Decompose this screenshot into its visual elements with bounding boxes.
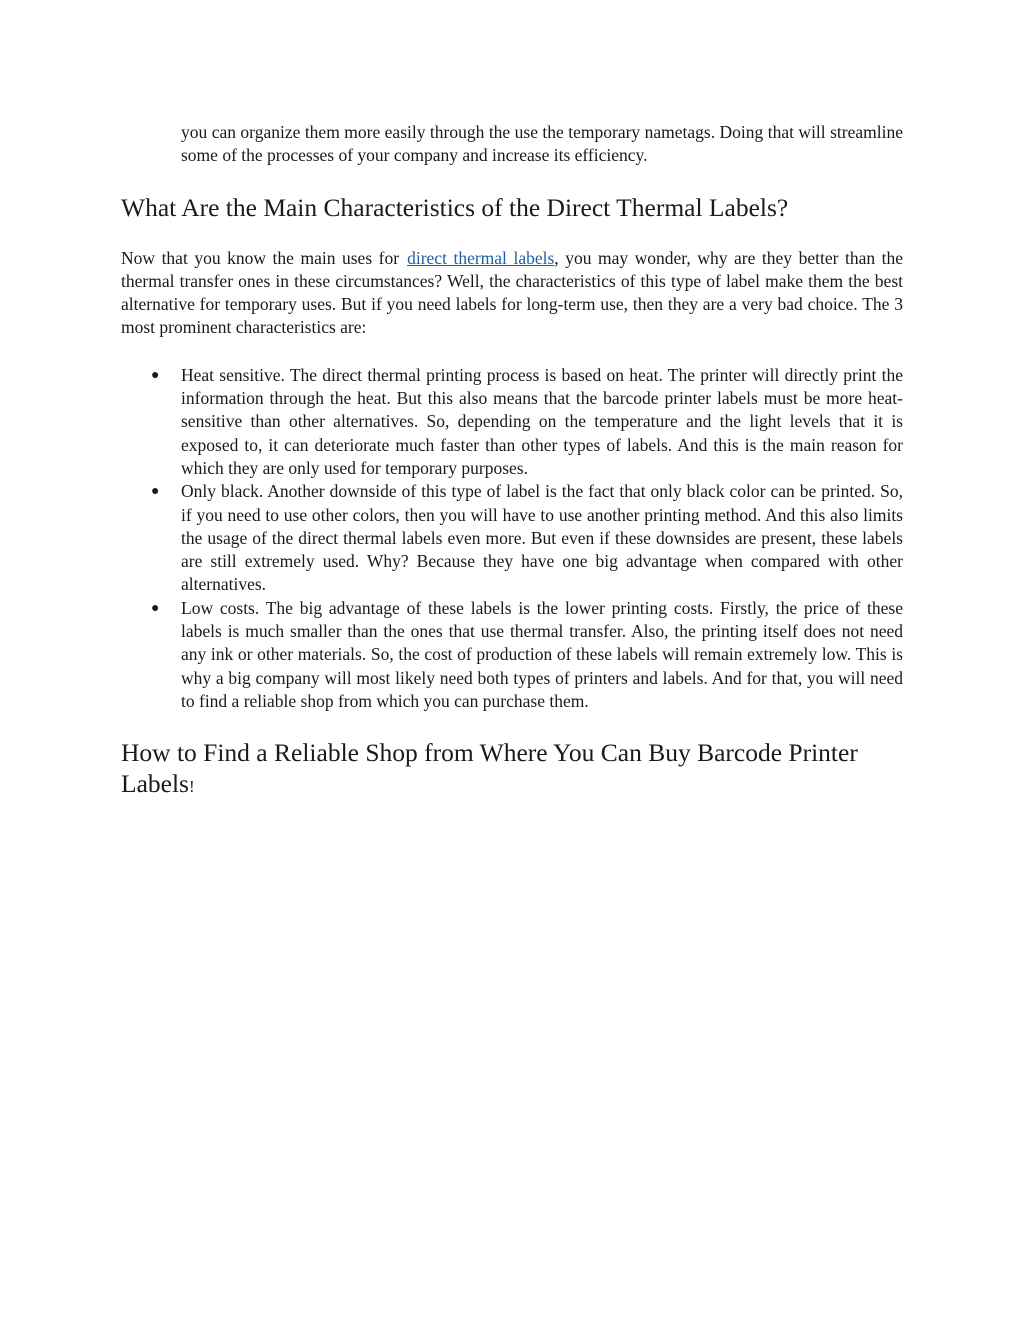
bullet-icon: ● — [151, 367, 160, 383]
document-page — [121, 121, 903, 802]
list-item-text: Low costs. The big advantage of these labels is the lower printing costs. Firstly, the price of these labels is much smaller than the ones that use thermal transfer. Also, the printing itself does not need any ink or other materials. So, the cost of production of these labels will remain extremely low. This is why a big company will most likely need both types of printers and labels. And for that, you will need to find a reliable shop from which you can purchase them. — [181, 597, 903, 711]
heading-exclamation: ! — [188, 777, 195, 797]
section-heading-characteristics: What Are the Main Characteristics of the Direct Thermal Labels? — [121, 192, 789, 222]
bullet-icon: ● — [151, 484, 160, 500]
continuation-paragraph: you can organize them more easily through the use the temporary nametags. Doing that will streamline some of the processes of your company and increase its efficiency. — [181, 122, 903, 166]
section-heading-reliable-shop — [121, 737, 903, 802]
intro-text-before-link: Now that you know the main uses for — [121, 247, 400, 268]
characteristics-list — [121, 364, 903, 713]
intro-text-after-link: , you may wonder, why are they better than the thermal transfer ones in these circumstances? Well, the characteristics of this type of label make them the best alternative for temporary uses. But if you need labels for long-term use, then they are a very bad choice. The 3 most prominent characteristics are: — [121, 247, 904, 338]
list-item-text: Heat sensitive. The direct thermal printing process is based on heat. The printer will directly print the information through the heat. But this also means that the barcode printer labels must be more heat-sensitive than other alternatives. So, depending on the temperature and the light levels that it is exposed to, it can deteriorate much faster than other types of labels. And this is the main reason for which they are only used for temporary purposes. — [181, 364, 903, 478]
list-item — [151, 597, 903, 713]
bullet-icon: ● — [151, 600, 160, 616]
intro-paragraph — [121, 247, 903, 340]
list-item — [151, 480, 903, 596]
list-item-text: Only black. Another downside of this type of label is the fact that only black color can be printed. So, if you need to use other colors, then you will have to use another printing method. And this also limits the usage of the direct thermal labels even more. But even if these downsides are present, these labels are still extremely used. Why? Because they have one big advantage when compared with other alternatives. — [181, 481, 903, 595]
direct-thermal-labels-link[interactable]: direct thermal labels — [407, 247, 555, 268]
heading-text: How to Find a Reliable Shop from Where You Can Buy Barcode Printer Labels — [121, 738, 858, 799]
list-item — [151, 364, 903, 480]
